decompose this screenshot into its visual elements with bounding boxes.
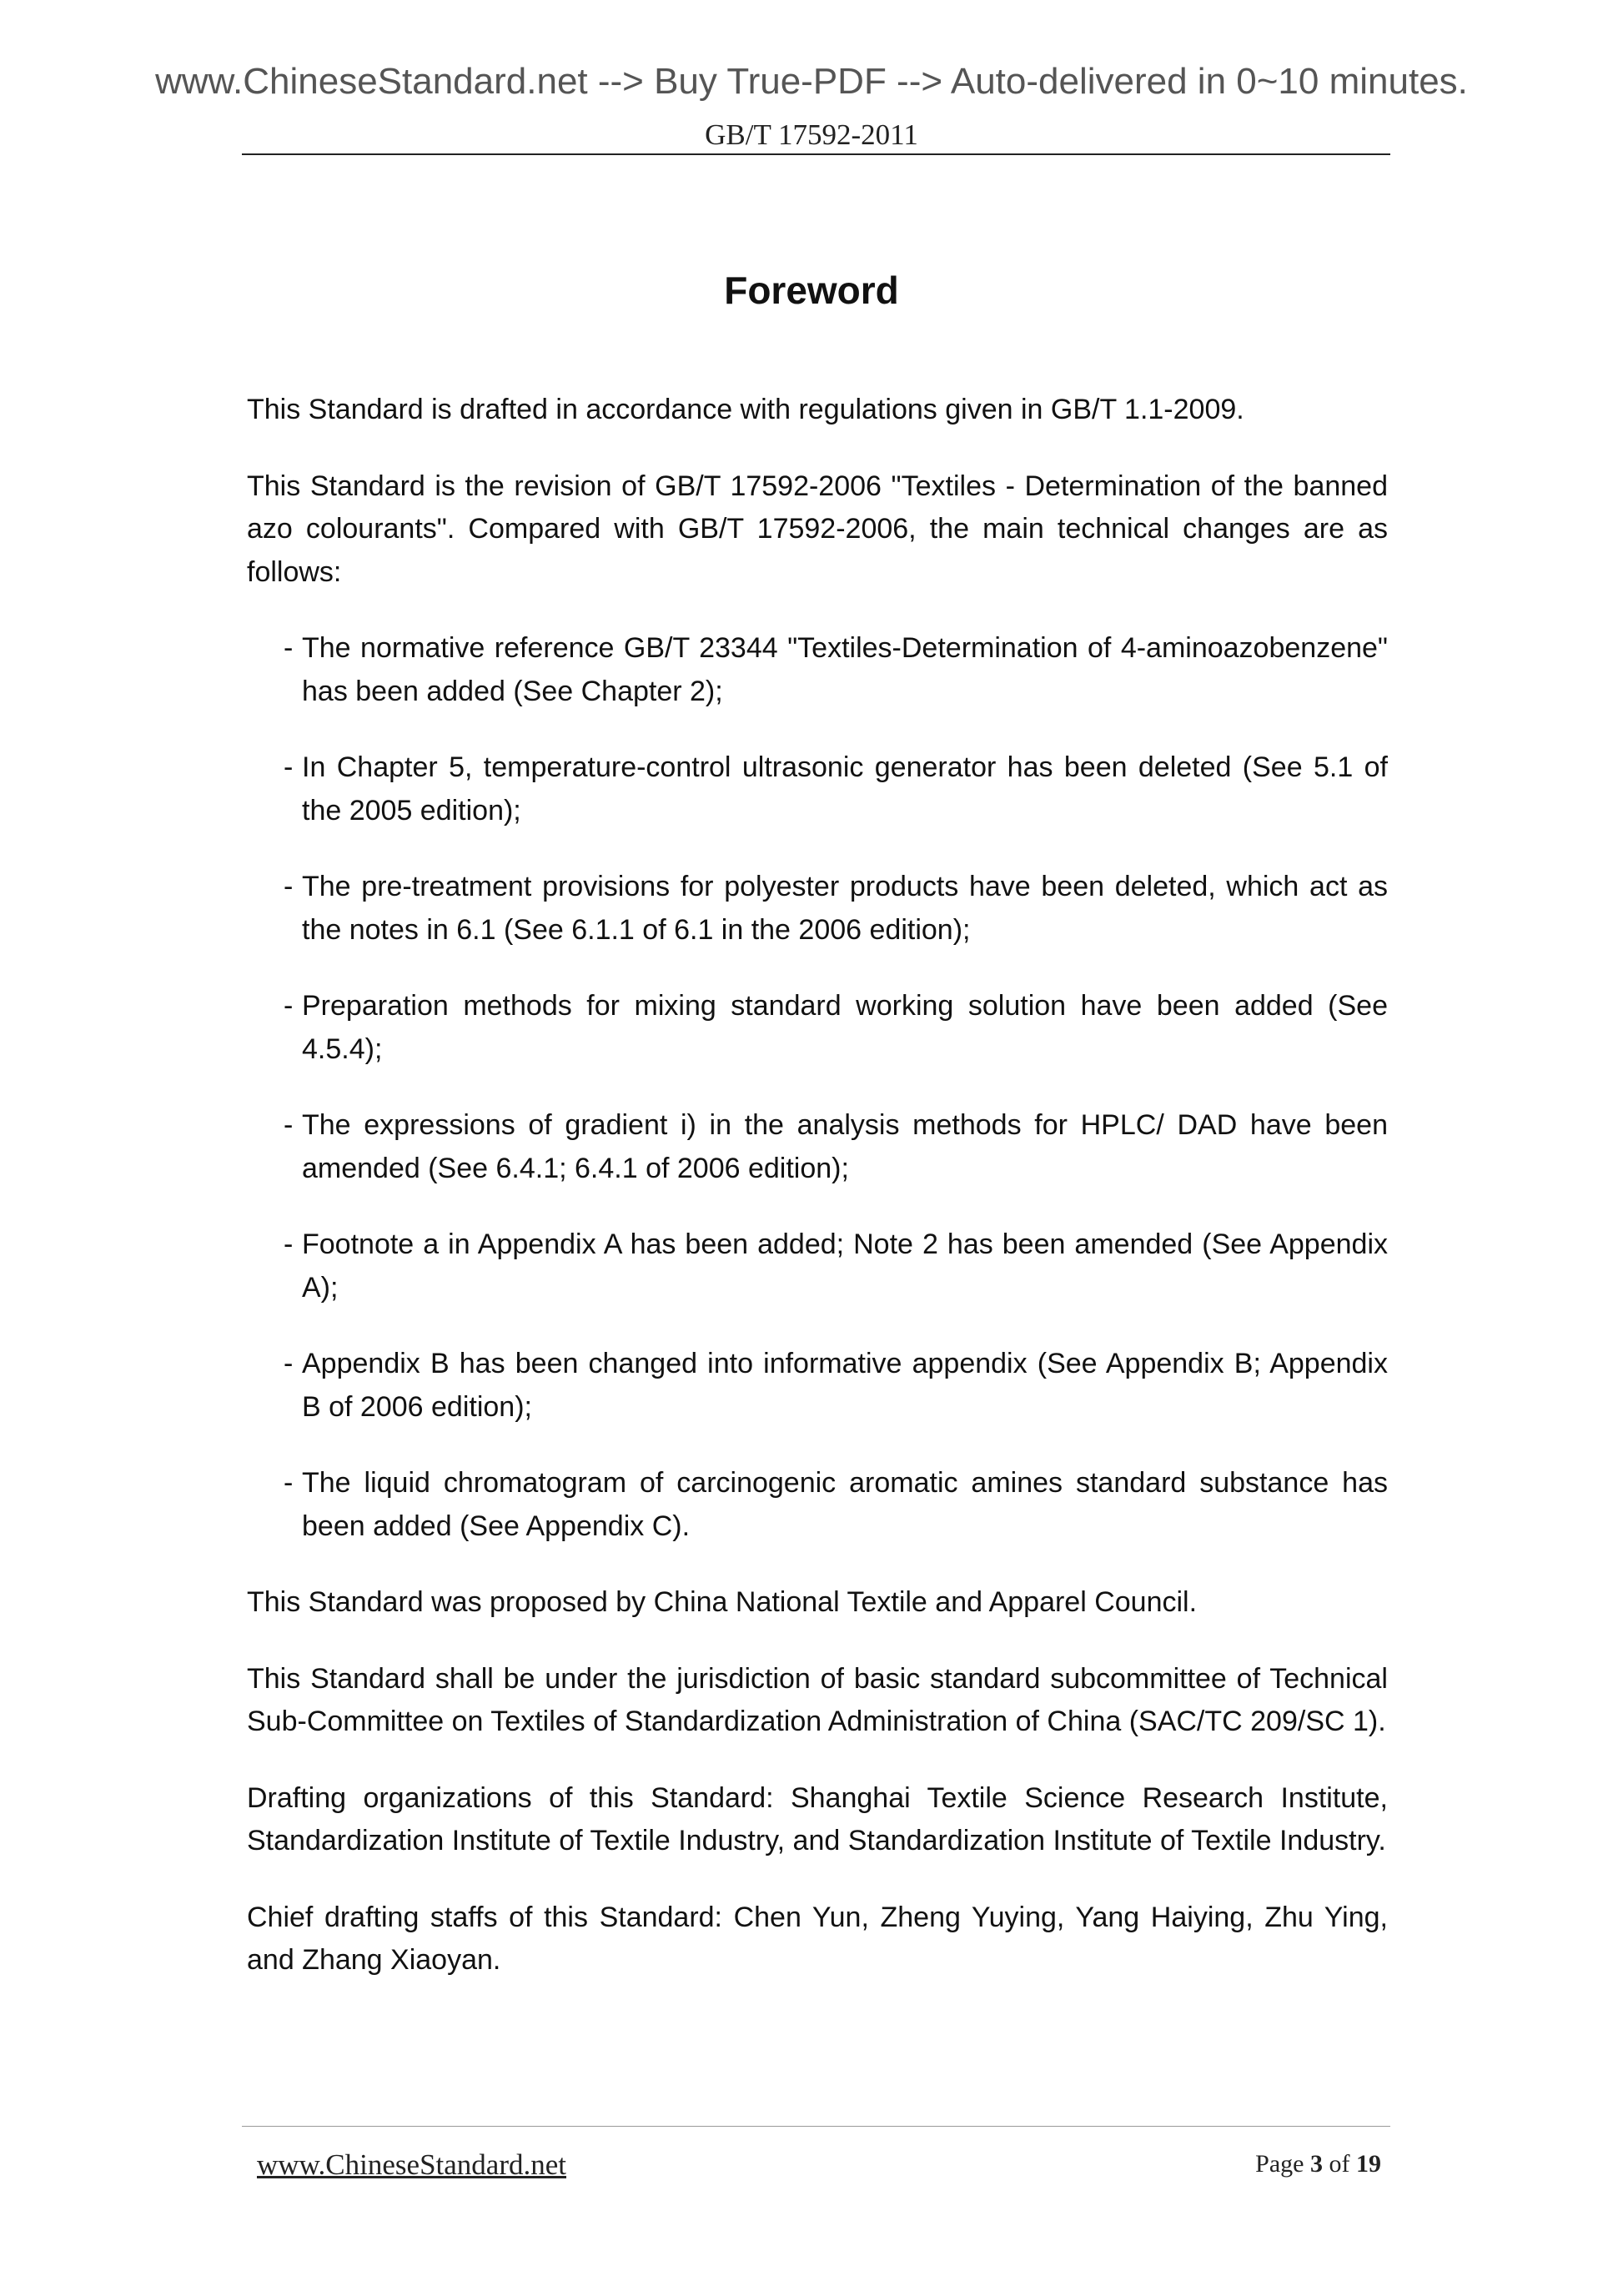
- list-dash: -: [284, 751, 294, 783]
- list-item-text: The liquid chromatogram of carcinogenic aromatic amines standard substance has been added (See Appendix C).: [302, 1467, 1388, 1542]
- list-item: [247, 1104, 1388, 1190]
- list-item: [247, 746, 1388, 832]
- foreword-body: [247, 389, 1388, 2016]
- footer-divider: [242, 2126, 1390, 2127]
- page-total: 19: [1356, 2150, 1381, 2178]
- list-item-text: The normative reference GB/T 23344 "Textiles-Determination of 4-aminoazobenzene" has been added (See Chapter 2);: [302, 632, 1388, 707]
- page-indicator: [1255, 2152, 1381, 2177]
- list-item: [247, 866, 1388, 952]
- list-dash: -: [284, 871, 294, 902]
- page-number: 3: [1310, 2150, 1323, 2178]
- list-dash: -: [284, 990, 294, 1022]
- list-item-text: In Chapter 5, temperature-control ultrasonic generator has been deleted (See 5.1 of the 2005 edition);: [302, 751, 1388, 826]
- paragraph-revision-summary: This Standard is the revision of GB/T 17592-2006 "Textiles - Determination of the banned azo colourants". Compared with GB/T 17592-2006, the main technical changes are as follows:: [247, 470, 1388, 588]
- paragraph-drafting-rules: This Standard is drafted in accordance with regulations given in GB/T 1.1-2009.: [247, 394, 1244, 425]
- paragraph-drafting-staff: Chief drafting staffs of this Standard: Chen Yun, Zheng Yuying, Yang Haiying, Zhu Ying, and Zhang Xiaoyan.: [247, 1901, 1388, 1976]
- list-item: [247, 1223, 1388, 1309]
- list-dash: -: [284, 632, 294, 664]
- list-dash: -: [284, 1348, 294, 1379]
- list-item-text: The expressions of gradient i) in the analysis methods for HPLC/ DAD have been amended (See 6.4.1; 6.4.1 of 2006 edition);: [302, 1109, 1388, 1184]
- footer-site-link[interactable]: www.ChineseStandard.net: [257, 2148, 566, 2181]
- list-item-text: Footnote a in Appendix A has been added; Note 2 has been amended (See Appendix A);: [302, 1228, 1388, 1304]
- list-item: [247, 627, 1388, 713]
- list-item: [247, 1462, 1388, 1548]
- paragraph-jurisdiction: This Standard shall be under the jurisdiction of basic standard subcommittee of Technical Sub-Committee on Textiles of Standardization Administration of China (SAC/TC 209/SC 1).: [247, 1662, 1388, 1737]
- list-item-text: Preparation methods for mixing standard working solution have been added (See 4.5.4);: [302, 990, 1388, 1065]
- page-label: Page: [1255, 2150, 1304, 2178]
- header-divider: [242, 153, 1390, 155]
- paragraph-drafting-organizations: Drafting organizations of this Standard: Shanghai Textile Science Research Institute, Standardization Institute of Textile Industry, and Standardization Institute of Textile Industry.: [247, 1781, 1388, 1856]
- page-title: Foreword: [724, 269, 899, 312]
- of-label: of: [1329, 2150, 1350, 2178]
- list-item-text: The pre-treatment provisions for polyester products have been deleted, which act as the notes in 6.1 (See 6.1.1 of 6.1 in the 2006 edition);: [302, 871, 1388, 946]
- list-dash: -: [284, 1467, 294, 1499]
- list-item: [247, 985, 1388, 1071]
- list-item-text: Appendix B has been changed into informative appendix (See Appendix B; Appendix B of 2006 edition);: [302, 1348, 1388, 1423]
- list-item: [247, 1343, 1388, 1429]
- paragraph-proposer: This Standard was proposed by China National Textile and Apparel Council.: [247, 1586, 1198, 1618]
- list-dash: -: [284, 1228, 294, 1260]
- header-banner: www.ChineseStandard.net --> Buy True-PDF --> Auto-delivered in 0~10 minutes.: [155, 61, 1468, 102]
- list-dash: -: [284, 1109, 294, 1141]
- standard-code: GB/T 17592-2011: [705, 118, 918, 151]
